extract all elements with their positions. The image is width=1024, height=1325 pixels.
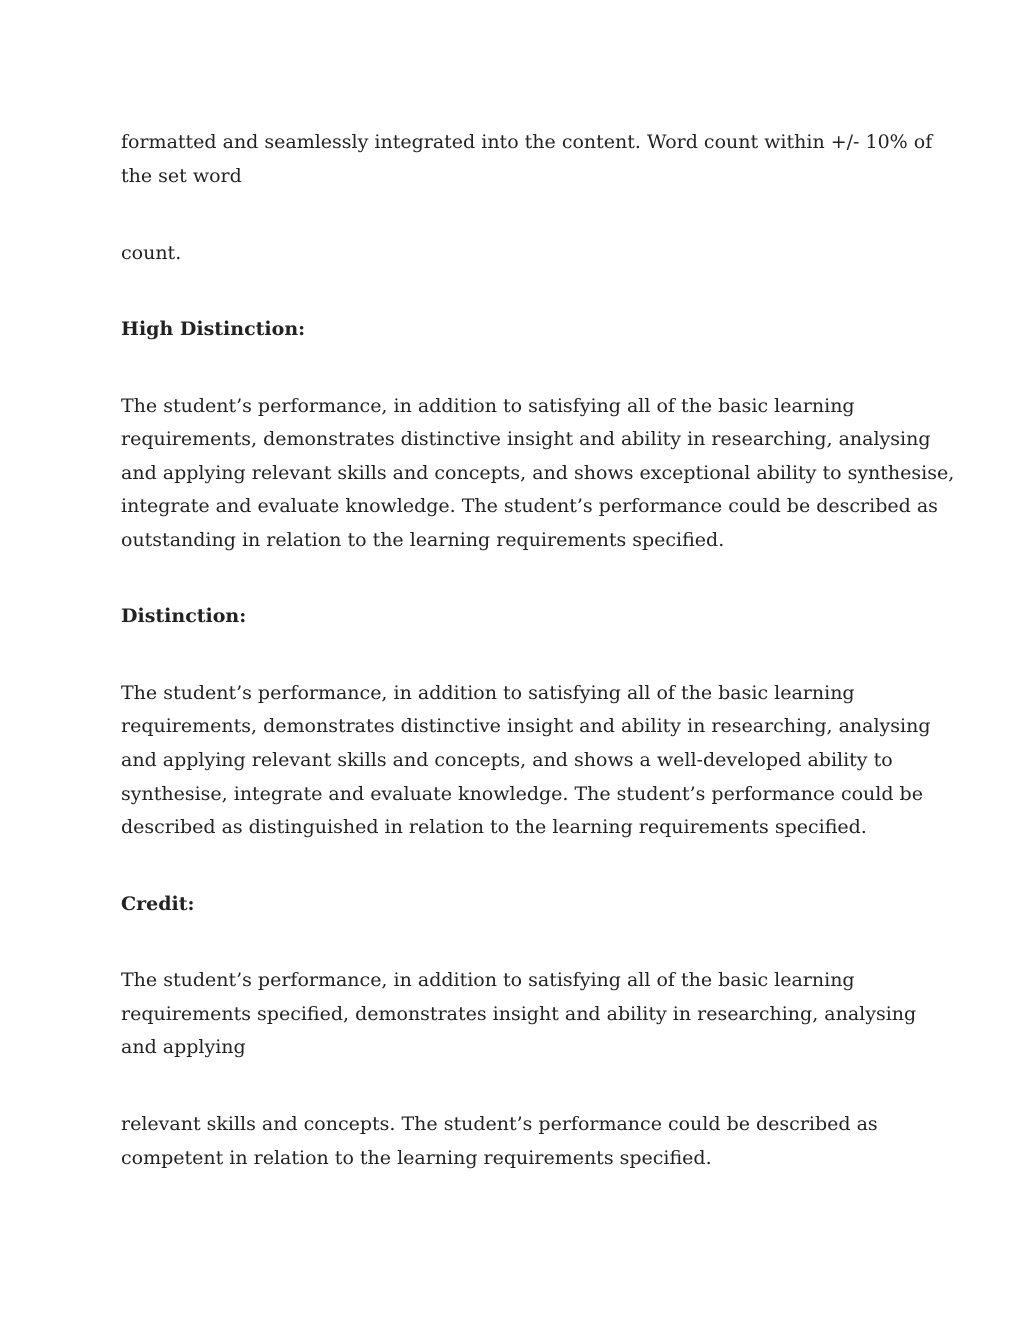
paragraph-line: and applying (121, 1036, 246, 1058)
paragraph-line: the set word (121, 165, 242, 187)
paragraph-line: The student’s performance, in addition to satisfying all of the basic learning (121, 969, 855, 991)
paragraph-line: formatted and seamlessly integrated into the content. Word count within +/- 10% of (121, 131, 933, 153)
section-heading-distinction: Distinction: (121, 605, 247, 627)
paragraph-line: The student’s performance, in addition to satisfying all of the basic learning (121, 682, 855, 704)
paragraph-line: described as distinguished in relation to the learning requirements specified. (121, 816, 867, 838)
paragraph-line: integrate and evaluate knowledge. The student’s performance could be described as (121, 495, 938, 517)
paragraph-line: and applying relevant skills and concepts, and shows exceptional ability to synthesise, (121, 462, 955, 484)
paragraph-line: count. (121, 242, 182, 264)
paragraph-line: and applying relevant skills and concepts, and shows a well-developed ability to (121, 749, 893, 771)
paragraph-line: synthesise, integrate and evaluate knowledge. The student’s performance could be (121, 783, 923, 805)
section-heading-credit: Credit: (121, 893, 195, 915)
paragraph-line: relevant skills and concepts. The student’s performance could be described as (121, 1113, 878, 1135)
paragraph-line: outstanding in relation to the learning requirements specified. (121, 529, 725, 551)
paragraph-line: The student’s performance, in addition to satisfying all of the basic learning (121, 395, 855, 417)
paragraph-line: requirements specified, demonstrates insight and ability in researching, analysing (121, 1003, 917, 1025)
paragraph-line: requirements, demonstrates distinctive insight and ability in researching, analysing (121, 428, 931, 450)
paragraph-line: requirements, demonstrates distinctive insight and ability in researching, analysing (121, 715, 931, 737)
paragraph-line: competent in relation to the learning requirements specified. (121, 1147, 712, 1169)
section-heading-high-distinction: High Distinction: (121, 318, 306, 340)
